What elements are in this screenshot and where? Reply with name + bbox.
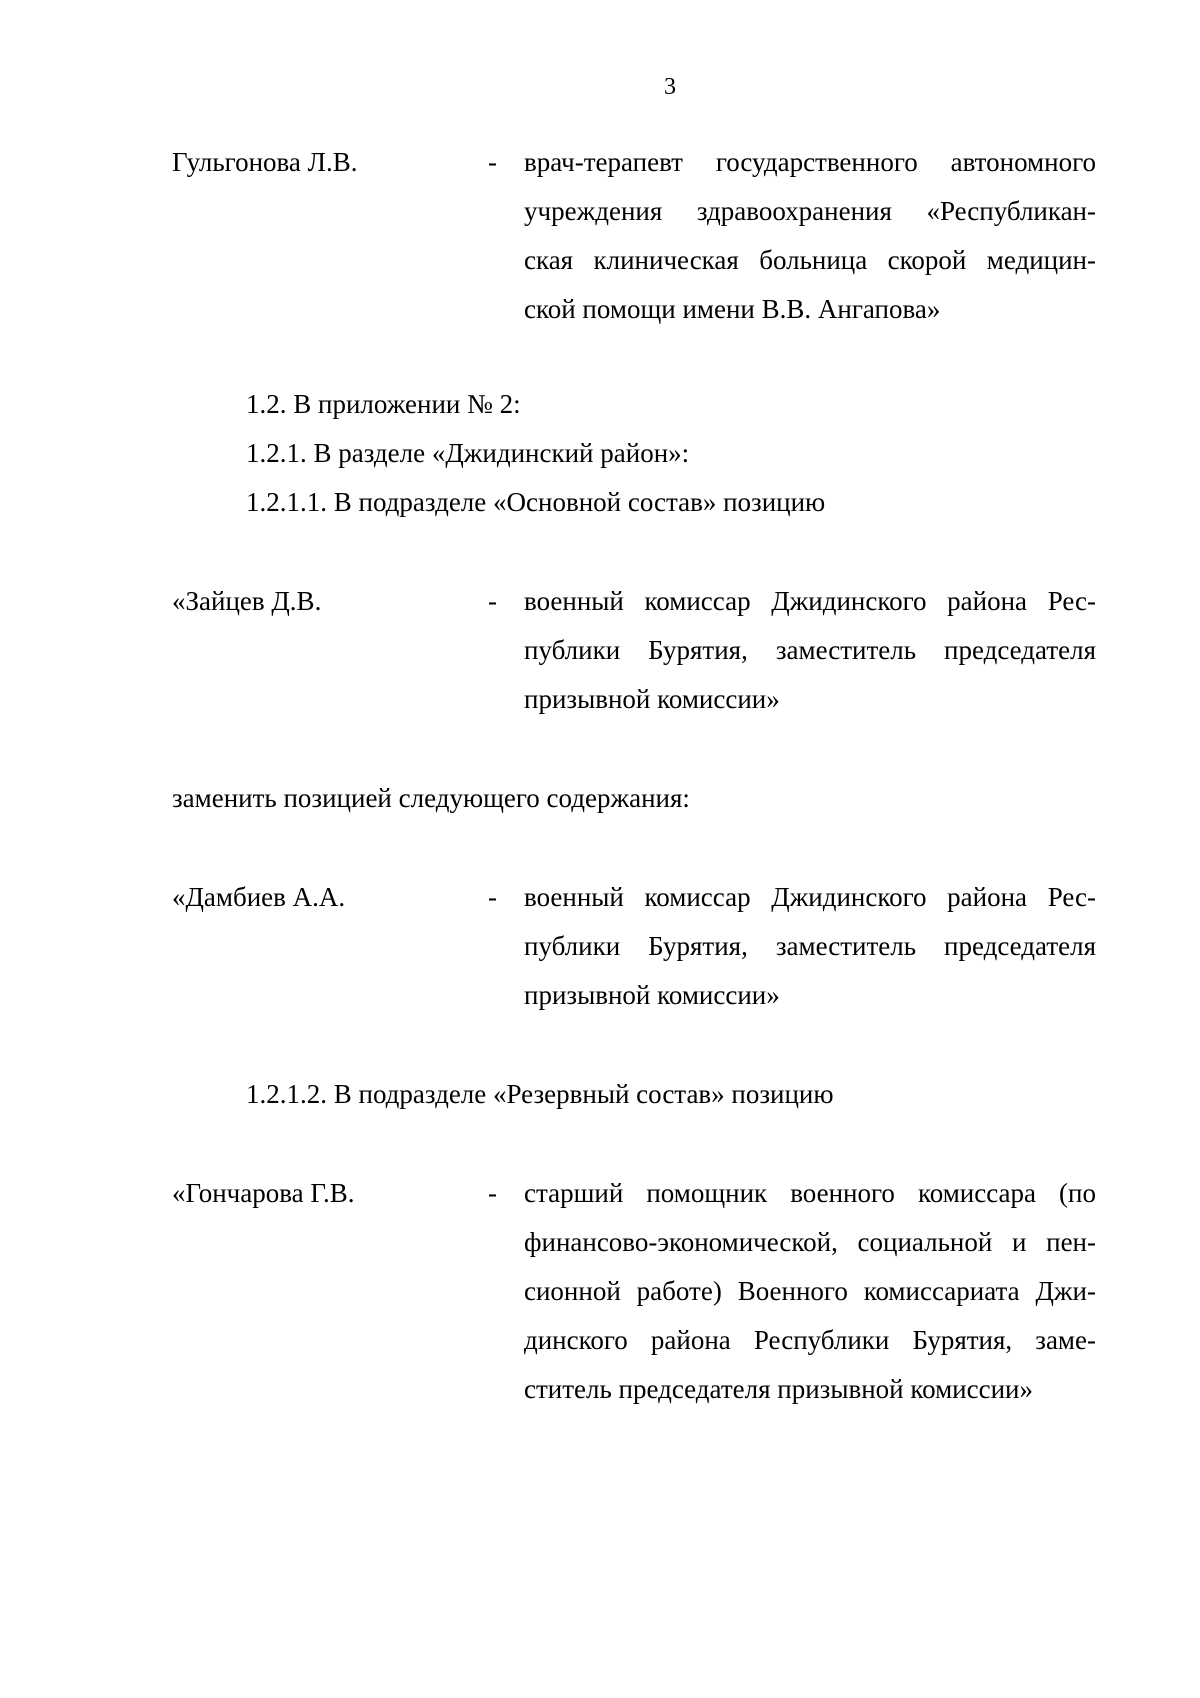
entry-dash: -: [488, 882, 497, 912]
description-line: призывной комиссии»: [524, 980, 780, 1010]
paragraph-section: 1.2.1. В разделе «Джидинский район»:: [246, 438, 690, 468]
description-line: публики Бурятия, заместитель председателя: [524, 931, 1096, 961]
description-line: ской помощи имени В.В. Ангапова»: [524, 294, 941, 324]
member-name: Гульгонова Л.В.: [172, 147, 358, 177]
description-line: призывной комиссии»: [524, 684, 780, 714]
entry-dash: -: [488, 1178, 497, 1208]
entry-dash: -: [488, 147, 497, 177]
paragraph-subsection-main: 1.2.1.1. В подразделе «Основной состав» позицию: [246, 487, 826, 517]
paragraph-replace: заменить позицией следующего содержания:: [172, 783, 690, 813]
description-line: старший помощник военного комиссара (по: [524, 1178, 1096, 1208]
member-description: [524, 138, 1096, 334]
description-line: врач-терапевт государственного автономного: [524, 147, 1096, 177]
member-description: [524, 873, 1096, 1020]
member-name: «Зайцев Д.В.: [172, 586, 322, 616]
description-line: военный комиссар Джидинского района Рес-: [524, 882, 1096, 912]
description-line: военный комиссар Джидинского района Рес-: [524, 586, 1096, 616]
description-line: ститель председателя призывной комиссии»: [524, 1374, 1033, 1404]
description-line: динского района Республики Бурятия, заме-: [524, 1325, 1096, 1355]
description-line: учреждения здравоохранения «Республикан-: [524, 196, 1096, 226]
member-name: «Гончарова Г.В.: [172, 1178, 355, 1208]
page-number: 3: [664, 74, 676, 100]
description-line: сионной работе) Военного комиссариата Джи-: [524, 1276, 1096, 1306]
description-line: финансово-экономической, социальной и пен-: [524, 1227, 1096, 1257]
paragraph-subsection-reserve: 1.2.1.2. В подразделе «Резервный состав» позицию: [246, 1079, 834, 1109]
entry-dash: -: [488, 586, 497, 616]
member-name: «Дамбиев А.А.: [172, 882, 346, 912]
member-description: [524, 577, 1096, 724]
paragraph-appendix: 1.2. В приложении № 2:: [246, 389, 521, 419]
description-line: ская клиническая больница скорой медицин-: [524, 245, 1096, 275]
member-description: [524, 1169, 1096, 1414]
description-line: публики Бурятия, заместитель председателя: [524, 635, 1096, 665]
